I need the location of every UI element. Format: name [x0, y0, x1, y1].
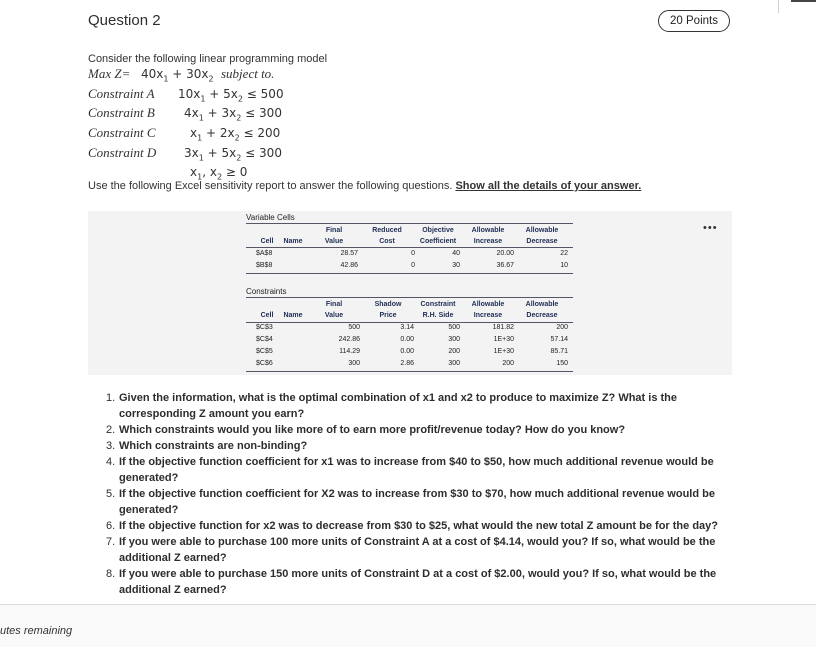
header-allowable-increase: Allowable Increase — [471, 227, 505, 245]
constraint-d-label: Constraint D — [88, 145, 157, 160]
con-row-3-inc: 1E+30 — [493, 348, 514, 355]
var-row-1-final: 28.57 — [340, 250, 358, 257]
con-row-1-dec: 200 — [556, 324, 568, 331]
var-row-2-cell: $B$8 — [256, 262, 273, 269]
nonnegativity-expression: $x_1$, $x_2 \ge 0$ — [190, 165, 248, 182]
con-row-1-cell: $C$3 — [256, 324, 273, 331]
c-header-name: Name — [283, 312, 303, 319]
con-row-3-dec: 85.71 — [550, 348, 568, 355]
question-list — [106, 390, 731, 598]
constraints-caption: Constraints — [246, 287, 287, 296]
menu-dash-icon[interactable] — [791, 0, 816, 2]
constraint-c-expression: $x_1 + 2x_2 \le 200$ — [190, 126, 281, 143]
con-row-1-rhs: 500 — [448, 324, 460, 331]
con-row-2-shadow: 0.00 — [400, 336, 414, 343]
var-row-1-cell: $A$8 — [256, 250, 273, 257]
report-rule — [246, 247, 573, 248]
c-header-cell: Cell — [260, 312, 274, 319]
con-row-2-final: 242.86 — [338, 336, 360, 343]
list-item: 5. If the objective function coefficient for X2 was to increase from $30 to $70, how much additional revenue would be generated? — [106, 488, 715, 516]
header-objective-coefficient: Objective Coefficient — [419, 227, 457, 245]
instruction-text: Use the following Excel sensitivity report to answer the following questions. Show all the details of your answer. — [88, 180, 642, 192]
question-title: Question 2 — [88, 12, 161, 29]
constraint-a-label: Constraint A — [88, 86, 155, 101]
constraint-b-label: Constraint B — [88, 105, 155, 120]
var-row-2-reduced: 0 — [411, 262, 415, 269]
constraint-a-expression: $10x_1 + 5x_2 \le 500$ — [178, 87, 284, 104]
var-row-1-coef: 40 — [452, 250, 460, 257]
con-row-2-rhs: 300 — [448, 336, 460, 343]
con-row-4-rhs: 300 — [448, 360, 460, 367]
list-item: 1. Given the information, what is the optimal combination of x1 and x2 to produce to maximize Z? What is the corresponding Z amount you earn? — [106, 392, 678, 420]
list-item: 7. If you were able to purchase 100 more units of Constraint A at a cost of $4.14, would you? If so, what would be the additional Z earned? — [106, 536, 716, 564]
con-row-1-final: 500 — [348, 324, 360, 331]
con-row-3-cell: $C$5 — [256, 348, 273, 355]
c-header-allowable-increase: Allowable Increase — [471, 301, 505, 319]
header-cell: Cell — [260, 238, 274, 245]
right-divider — [778, 0, 779, 13]
intro-text: Consider the following linear programming model — [88, 53, 328, 65]
constraint-d-expression: $3x_1 + 5x_2 \le 300$ — [184, 146, 282, 163]
header-final: Final Value — [324, 227, 344, 245]
sensitivity-report — [88, 211, 732, 375]
points-badge: 20 Points — [658, 10, 730, 32]
list-item: 2. Which constraints would you like more of to earn more profit/revenue today? How do you know? — [106, 424, 626, 436]
objective-label: Max Z= — [88, 66, 131, 81]
header-name: Name — [283, 238, 303, 245]
list-item: 4. If the objective function coefficient for x1 was to increase from $40 to $50, how much additional revenue would be generated? — [106, 456, 714, 484]
report-rule — [246, 223, 573, 224]
con-row-4-dec: 150 — [556, 360, 568, 367]
list-item: 3. Which constraints are non-binding? — [106, 440, 308, 452]
variable-cells-caption: Variable Cells — [246, 213, 295, 222]
c-header-constraint-rhs: Constraint R.H. Side — [420, 301, 456, 319]
report-rule — [246, 297, 573, 298]
list-item: 8. If you were able to purchase 150 more units of Constraint D at a cost of $2.00, would you? If so, what would be the additional Z earned? — [106, 568, 717, 596]
con-row-4-inc: 200 — [502, 360, 514, 367]
report-rule — [246, 322, 573, 323]
instruction-emphasis: Show all the details of your answer. — [455, 180, 642, 192]
con-row-4-cell: $C$6 — [256, 360, 273, 367]
var-row-2-inc: 36.67 — [496, 262, 514, 269]
c-header-final: Final Value — [324, 301, 344, 319]
footer-bar — [0, 605, 816, 647]
con-row-2-dec: 57.14 — [550, 336, 568, 343]
con-row-3-shadow: 0.00 — [400, 348, 414, 355]
time-remaining: utes remaining — [0, 625, 73, 637]
c-header-shadow-price: Shadow Price — [374, 301, 402, 319]
con-row-1-shadow: 3.14 — [400, 324, 414, 331]
header-reduced-cost: Reduced Cost — [372, 227, 402, 245]
con-row-4-shadow: 2.86 — [400, 360, 414, 367]
var-row-1-dec: 22 — [560, 250, 568, 257]
con-row-4-final: 300 — [348, 360, 360, 367]
header-allowable-decrease: Allowable Decrease — [525, 227, 559, 245]
c-header-allowable-decrease: Allowable Decrease — [525, 301, 559, 319]
var-row-2-final: 42.86 — [340, 262, 358, 269]
list-item: 6. If the objective function for x2 was to decrease from $30 to $25, what would the new total Z amount be for the day? — [106, 520, 718, 532]
report-rule — [246, 371, 573, 372]
var-row-2-dec: 10 — [560, 262, 568, 269]
objective-expression: $40x_1 + 30x_2$ — [141, 67, 214, 84]
var-row-1-inc: 20.00 — [496, 250, 514, 257]
con-row-3-rhs: 200 — [448, 348, 460, 355]
more-options-icon[interactable]: ••• — [703, 222, 718, 234]
subject-to: subject to. — [221, 66, 275, 81]
var-row-2-coef: 30 — [452, 262, 460, 269]
con-row-2-cell: $C$4 — [256, 336, 273, 343]
constraint-c-label: Constraint C — [88, 125, 156, 140]
con-row-1-inc: 181.82 — [492, 324, 514, 331]
report-rule — [246, 273, 573, 274]
con-row-3-final: 114.29 — [339, 348, 360, 355]
con-row-2-inc: 1E+30 — [493, 336, 514, 343]
constraint-b-expression: $4x_1 + 3x_2 \le 300$ — [184, 106, 282, 123]
var-row-1-reduced: 0 — [411, 250, 415, 257]
